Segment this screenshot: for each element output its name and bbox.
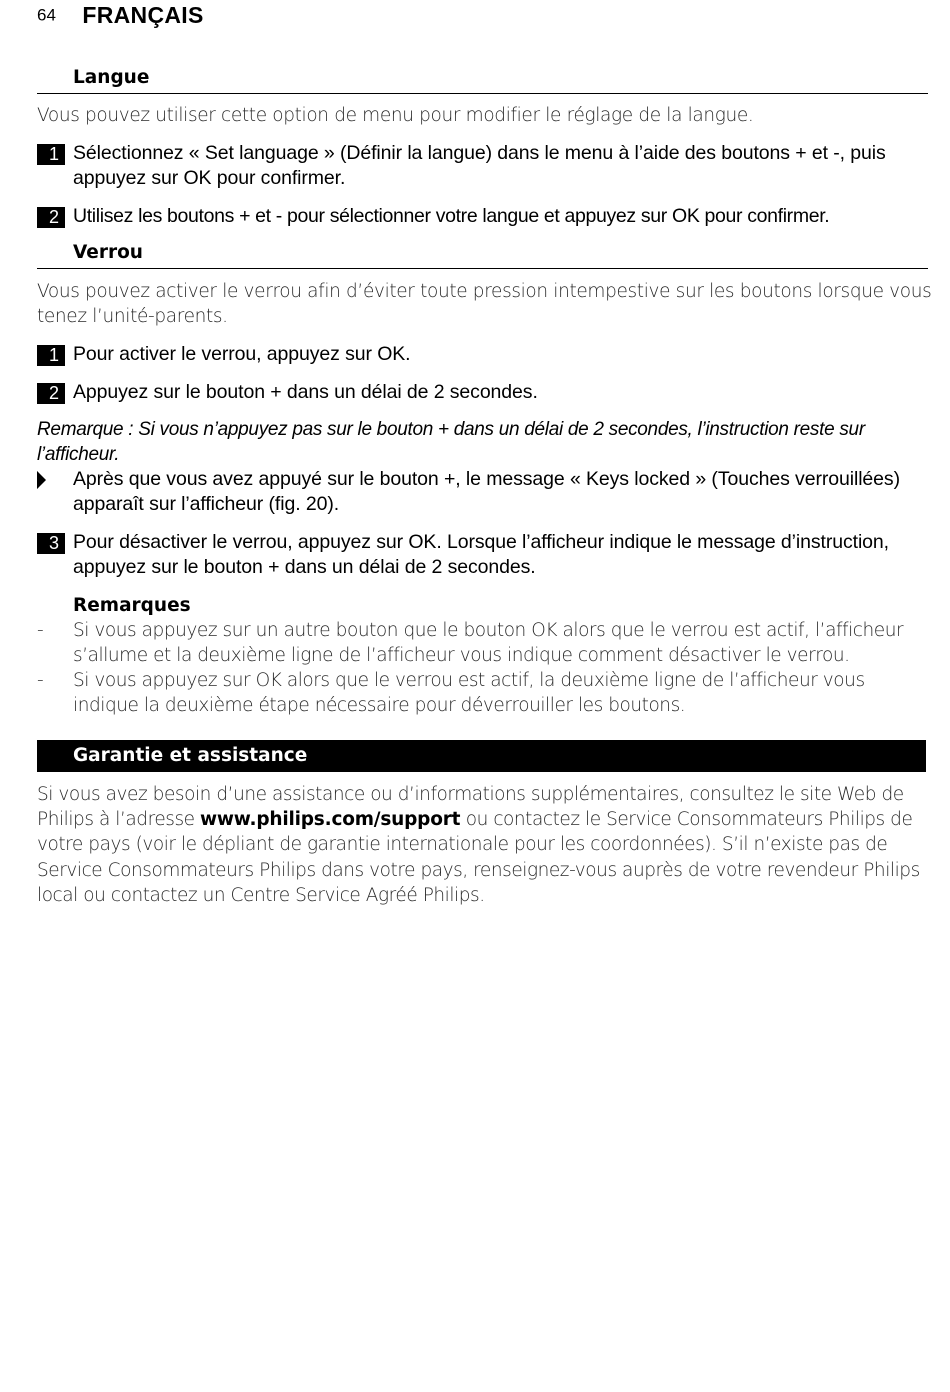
step-text: Utilisez les boutons + et - pour sélectionner votre langue et appuyez sur OK pour confirmer. <box>73 205 830 227</box>
step-text: Appuyez sur le bouton + dans un délai de 2 secondes. <box>73 381 538 403</box>
section-title: Garantie et assistance <box>73 745 308 766</box>
section-heading-langue <box>37 63 928 94</box>
result-text: Après que vous avez appuyé sur le bouton +, le message « Keys locked » (Touches verrouillées) apparaît sur l’afficheur (fig. 20). <box>73 468 900 515</box>
step-number-badge: 2 <box>37 383 65 404</box>
language-heading: FRANÇAIS <box>82 2 204 28</box>
page-number: 64 <box>37 5 56 25</box>
note-dash: - <box>37 670 44 691</box>
verrou-step-2 <box>37 380 932 405</box>
note-text: Si vous appuyez sur OK alors que le verrou est actif, la deuxième ligne de l’afficheur vous indique la deuxième étape nécessaire pour déverrouiller les boutons. <box>73 670 865 716</box>
support-url: www.philips.com/support <box>200 809 461 831</box>
step-number-badge: 3 <box>37 533 65 554</box>
note-text: Si vous appuyez sur un autre bouton que le bouton OK alors que le verrou est actif, l’afficheur s’allume et la deuxième ligne de l’afficheur vous indique comment désactiver le verrou. <box>73 620 904 666</box>
running-header <box>37 2 204 29</box>
verrou-step-3 <box>37 530 932 580</box>
section-title: Verrou <box>73 242 143 263</box>
note-item <box>37 668 932 718</box>
support-paragraph <box>37 782 932 908</box>
notes-title: Remarques <box>73 595 191 616</box>
verrou-intro: Vous pouvez activer le verrou afin d’éviter toute pression intempestive sur les boutons lorsque vous tenez l’unité-parents. <box>37 281 932 327</box>
note-item <box>37 618 932 668</box>
support-text-before: Si vous avez besoin d’une assistance ou d’informations supplémentaires, consultez le site Web de Philips à l’adresse <box>37 784 904 831</box>
langue-intro: Vous pouvez utiliser cette option de menu pour modifier le réglage de la langue. <box>37 105 754 126</box>
step-text: Sélectionnez « Set language » (Définir la langue) dans le menu à l’aide des boutons + et -, puis appuyez sur OK pour confirmer. <box>73 142 886 189</box>
step-text: Pour activer le verrou, appuyez sur OK. <box>73 343 411 365</box>
remark-note: Remarque : Si vous n’appuyez pas sur le bouton + dans un délai de 2 secondes, l’instruction reste sur l’afficheur. <box>37 419 865 465</box>
result-arrow-icon <box>37 471 47 489</box>
step-number-badge: 1 <box>37 144 65 165</box>
step-number-badge: 2 <box>37 207 65 228</box>
step-number-badge: 1 <box>37 345 65 366</box>
section-title: Langue <box>73 67 150 88</box>
support-text-after: ou contactez le Service Consommateurs Philips de votre pays (voir le dépliant de garantie internationale pour les coordonnées). S’il n’existe pas de Service Consommateurs Philips dans votre pays, renseignez-vous auprès de votre revendeur Philips local ou contactez un Centre Service Agréé Philips. <box>37 809 920 906</box>
result-item <box>37 467 932 517</box>
section-heading-verrou <box>37 238 928 269</box>
langue-step-2 <box>37 204 932 229</box>
section-heading-garantie <box>37 740 926 772</box>
step-text: Pour désactiver le verrou, appuyez sur OK. Lorsque l’afficheur indique le message d’instruction, appuyez sur le bouton + dans un délai de 2 secondes. <box>73 531 889 578</box>
langue-step-1 <box>37 141 932 191</box>
verrou-step-1 <box>37 342 932 367</box>
note-dash: - <box>37 620 44 641</box>
